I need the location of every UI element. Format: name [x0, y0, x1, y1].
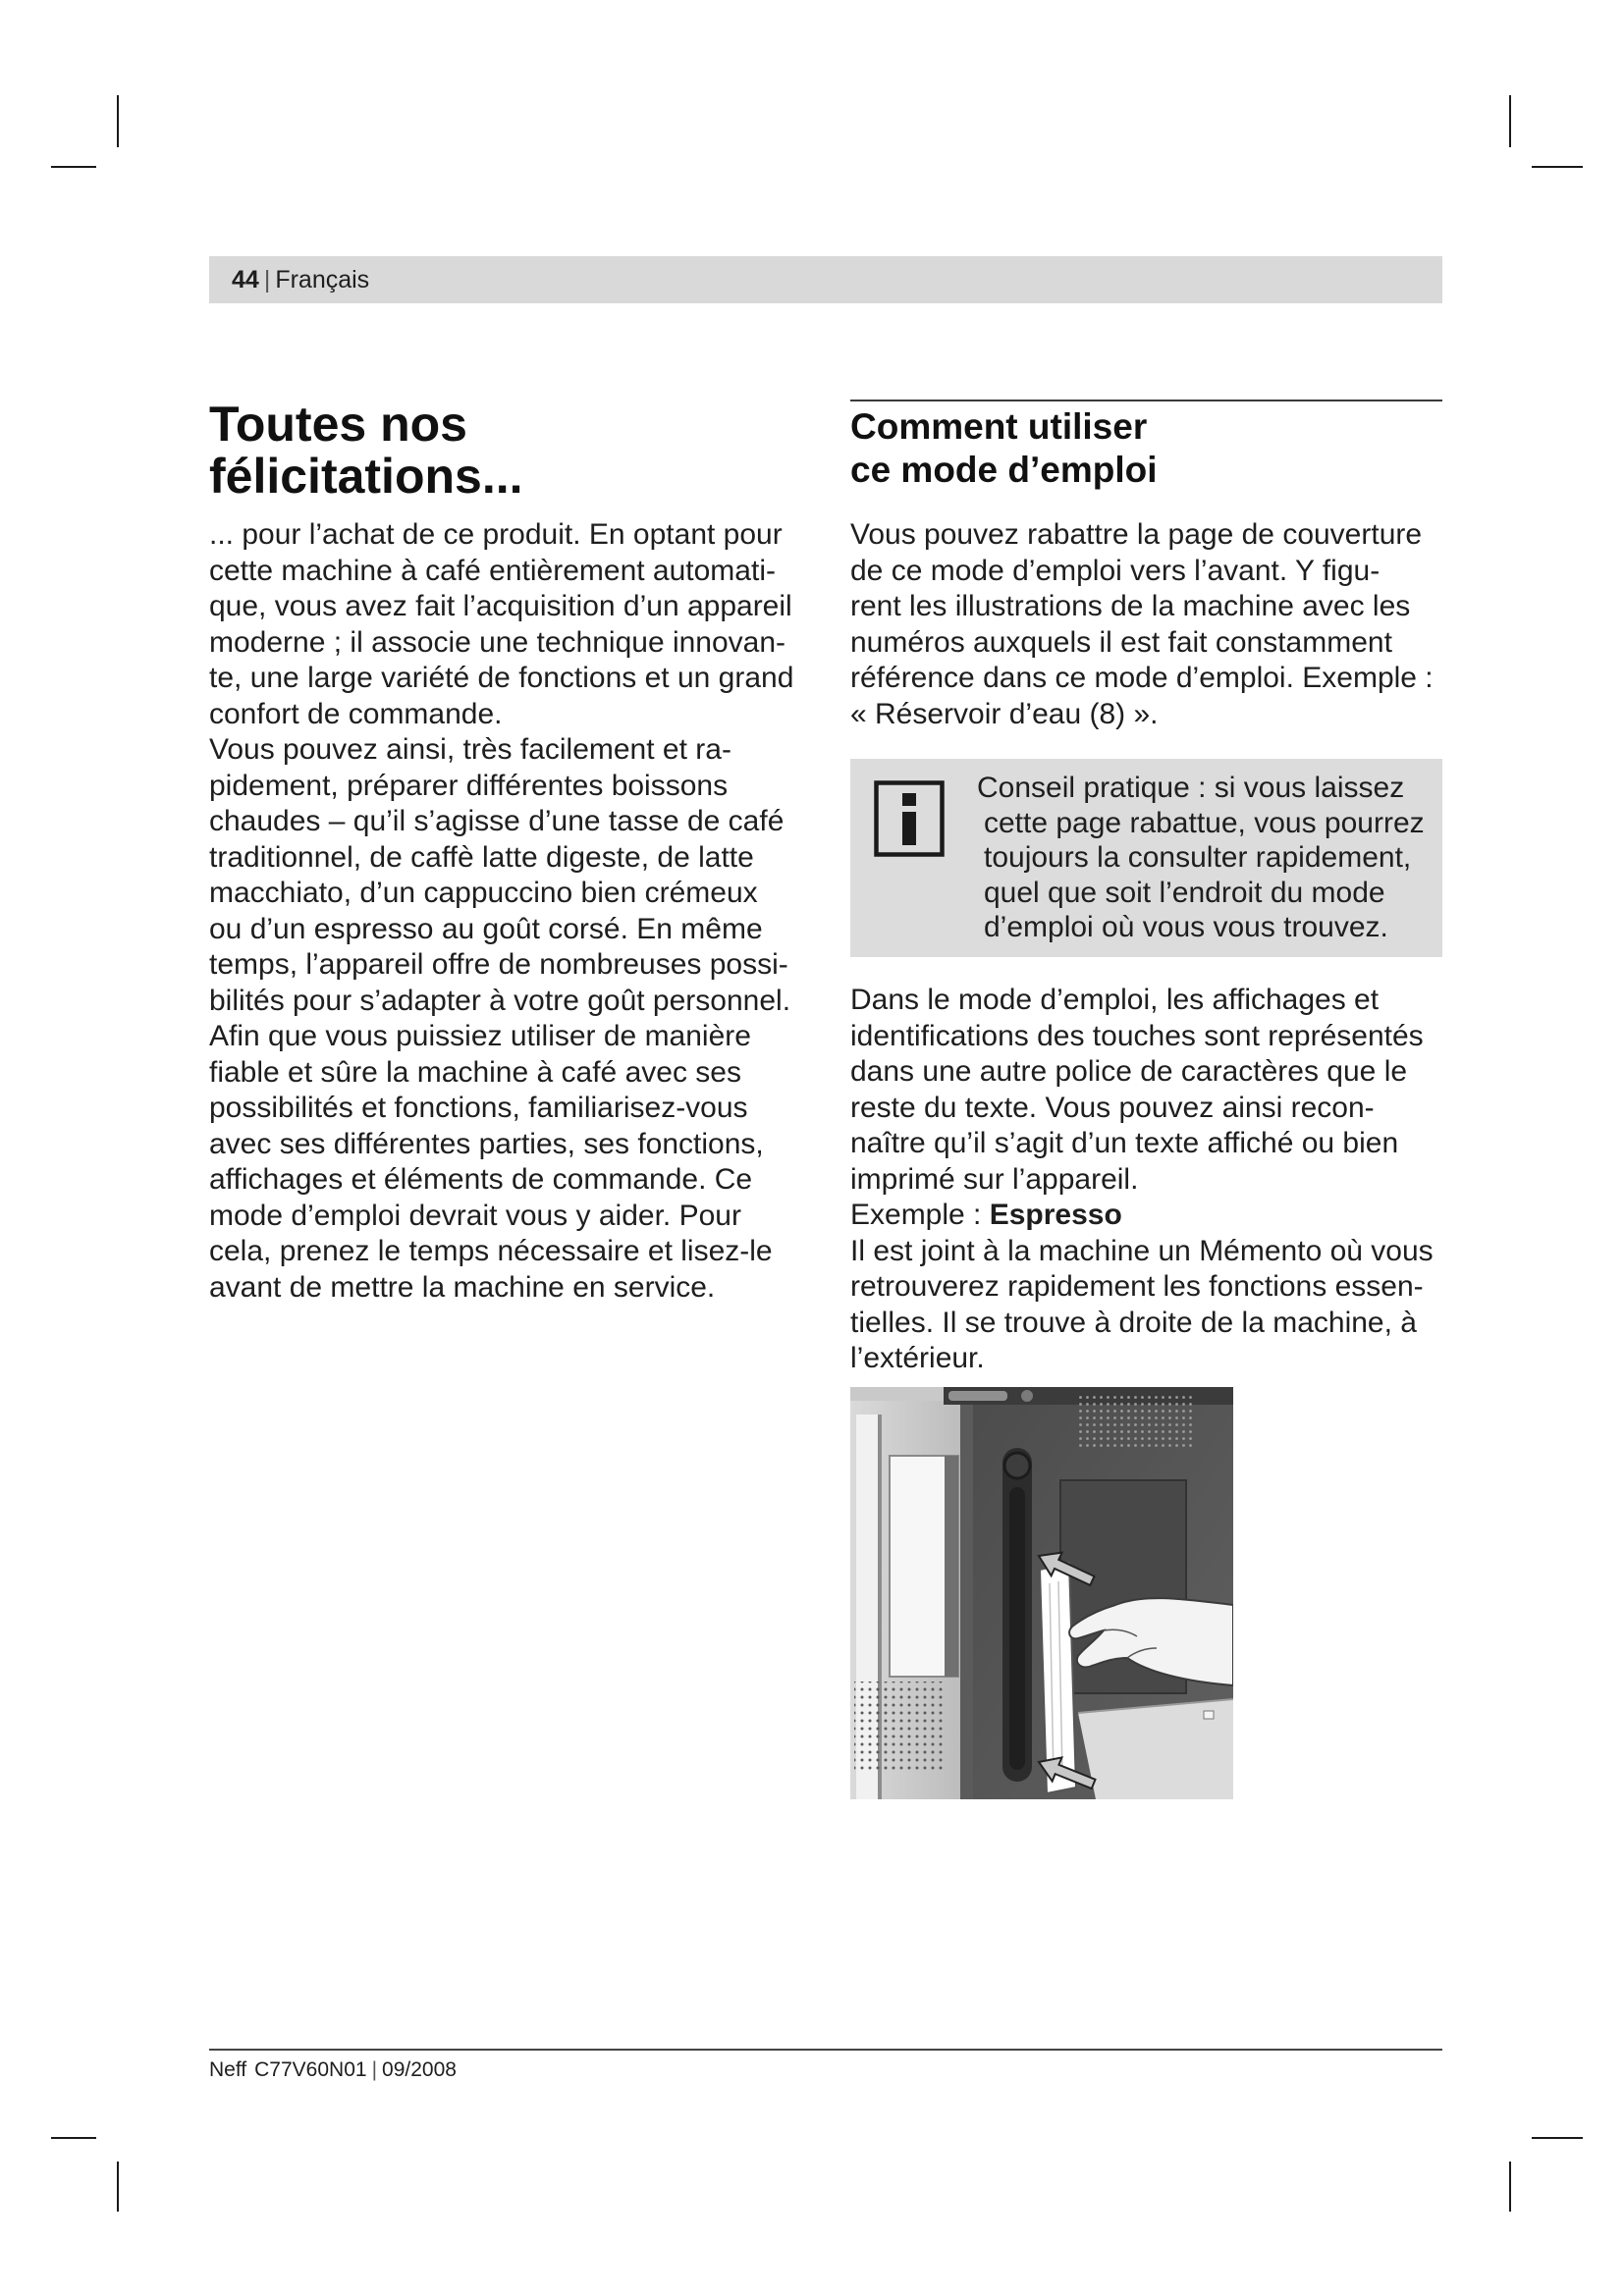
- page-title: [209, 399, 523, 503]
- page-title-line: félicitations...: [209, 449, 523, 504]
- crop-mark: [1532, 166, 1583, 168]
- example-label: Exemple :: [850, 1199, 990, 1231]
- text-line: affichages et éléments de commande. Ce: [209, 1163, 753, 1196]
- text-line: traditionnel, de caffè latte digeste, de latte: [209, 840, 754, 874]
- text-line: reste du texte. Vous pouvez ainsi recon-: [850, 1091, 1375, 1124]
- page-title-line: Toutes nos: [209, 397, 467, 452]
- text-line: te, une large variété de fonctions et un grand: [209, 662, 794, 694]
- text-line: retrouverez rapidement les fonctions essen-: [850, 1270, 1424, 1303]
- text-line: moderne ; il associe une technique innovan-: [209, 625, 786, 659]
- counter-base: [1078, 1699, 1233, 1799]
- crop-mark: [117, 2162, 119, 2212]
- tip-line: Conseil pratique : si vous laissez: [977, 772, 1405, 804]
- text-line: macchiato, d’un cappuccino bien crémeux: [209, 877, 758, 909]
- text-line: tielles. Il se trouve à droite de la machine, à: [850, 1306, 1417, 1339]
- text-line: numéros auxquels il est fait constamment: [850, 625, 1392, 659]
- text-line: pidement, préparer différentes boissons: [209, 769, 729, 802]
- text-line: cette machine à café entièrement automati-: [209, 554, 776, 587]
- text-line: chaudes – qu’il s’agisse d’une tasse de café: [209, 805, 785, 837]
- text-line: référence dans ce mode d’emploi. Exemple :: [850, 662, 1434, 694]
- section-rule: [850, 400, 1442, 401]
- memento-slot: [1002, 1448, 1032, 1782]
- text-line: Vous pouvez rabattre la page de couverture: [850, 518, 1423, 551]
- intro-text: [209, 517, 793, 1306]
- header-separator: |: [263, 266, 271, 294]
- text-line: rent les illustrations de la machine avec les: [850, 590, 1411, 622]
- crop-mark: [51, 166, 96, 168]
- text-line: bilités pour s’adapter à votre goût personnel.: [209, 984, 791, 1017]
- tip-line: toujours la consulter rapidement,: [984, 841, 1412, 875]
- text-line: possibilités et fonctions, familiarisez-vous: [209, 1092, 748, 1124]
- text-line: identifications des touches sont représentés: [850, 1019, 1424, 1052]
- text-line: ou d’un espresso au goût corsé. En même: [209, 912, 763, 945]
- tip-line: quel que soit l’endroit du mode: [984, 876, 1385, 909]
- text-line: l’extérieur.: [850, 1342, 985, 1374]
- example-line: [850, 1198, 1434, 1234]
- text-line: « Réservoir d’eau (8) ».: [850, 697, 1159, 730]
- footer-separator: |: [371, 2058, 378, 2081]
- section-heading-line: ce mode d’emploi: [850, 450, 1158, 490]
- usage-body-text: [850, 983, 1434, 1377]
- text-line: cela, prenez le temps nécessaire et lisez-le: [209, 1235, 773, 1267]
- section-heading: [850, 405, 1158, 492]
- tip-text: [977, 771, 1425, 945]
- text-line: dans une autre police de caractères que le: [850, 1055, 1408, 1088]
- footer-rule: [209, 2049, 1442, 2051]
- machine-front: [850, 1387, 978, 1799]
- example-display-text: Espresso: [989, 1199, 1122, 1231]
- text-line: temps, l’appareil offre de nombreuses possi-: [209, 948, 788, 981]
- crop-mark: [51, 2137, 96, 2139]
- text-line: Il est joint à la machine un Mémento où vous: [850, 1234, 1434, 1267]
- page-header: [209, 256, 1442, 303]
- text-line: Dans le mode d’emploi, les affichages et: [850, 984, 1380, 1016]
- page-number: 44: [232, 266, 259, 294]
- crop-mark: [1509, 2162, 1511, 2212]
- footer-model: C77V60N01: [254, 2058, 367, 2081]
- section-language: Français: [275, 266, 370, 294]
- info-icon: [874, 780, 945, 857]
- page-footer: [209, 2058, 457, 2082]
- text-line: que, vous avez fait l’acquisition d’un appareil: [209, 590, 792, 622]
- text-line: avant de mettre la machine en service.: [209, 1270, 716, 1304]
- text-line: mode d’emploi devrait vous y aider. Pour: [209, 1199, 741, 1232]
- text-line: confort de commande.: [209, 697, 503, 730]
- text-line: Vous pouvez ainsi, très facilement et ra-: [209, 733, 731, 766]
- text-line: de ce mode d’emploi vers l’avant. Y figu-: [850, 554, 1380, 587]
- text-line: imprimé sur l’appareil.: [850, 1162, 1139, 1196]
- crop-mark: [1532, 2137, 1583, 2139]
- text-line: naître qu’il s’agit d’un texte affiché ou bien: [850, 1127, 1399, 1159]
- text-line: avec ses différentes parties, ses fonctions,: [209, 1127, 764, 1160]
- tip-line: cette page rabattue, vous pourrez: [984, 806, 1425, 839]
- text-line: fiable et sûre la machine à café avec ses: [209, 1055, 741, 1089]
- text-line: ... pour l’achat de ce produit. En optant pour: [209, 518, 783, 551]
- usage-intro-text: [850, 517, 1434, 732]
- crop-mark: [1509, 95, 1511, 147]
- display-text-paragraph: [850, 983, 1434, 1198]
- footer-date: 09/2008: [382, 2058, 457, 2081]
- coffee-machine-illustration: [850, 1387, 1233, 1799]
- tip-box: [850, 759, 1442, 957]
- memento-paragraph: [850, 1234, 1434, 1377]
- text-line: Afin que vous puissiez utiliser de manière: [209, 1020, 751, 1052]
- footer-brand: Neff: [209, 2058, 247, 2081]
- section-heading-line: Comment utiliser: [850, 406, 1148, 447]
- crop-mark: [117, 95, 119, 147]
- tip-line: d’emploi où vous vous trouvez.: [984, 911, 1388, 944]
